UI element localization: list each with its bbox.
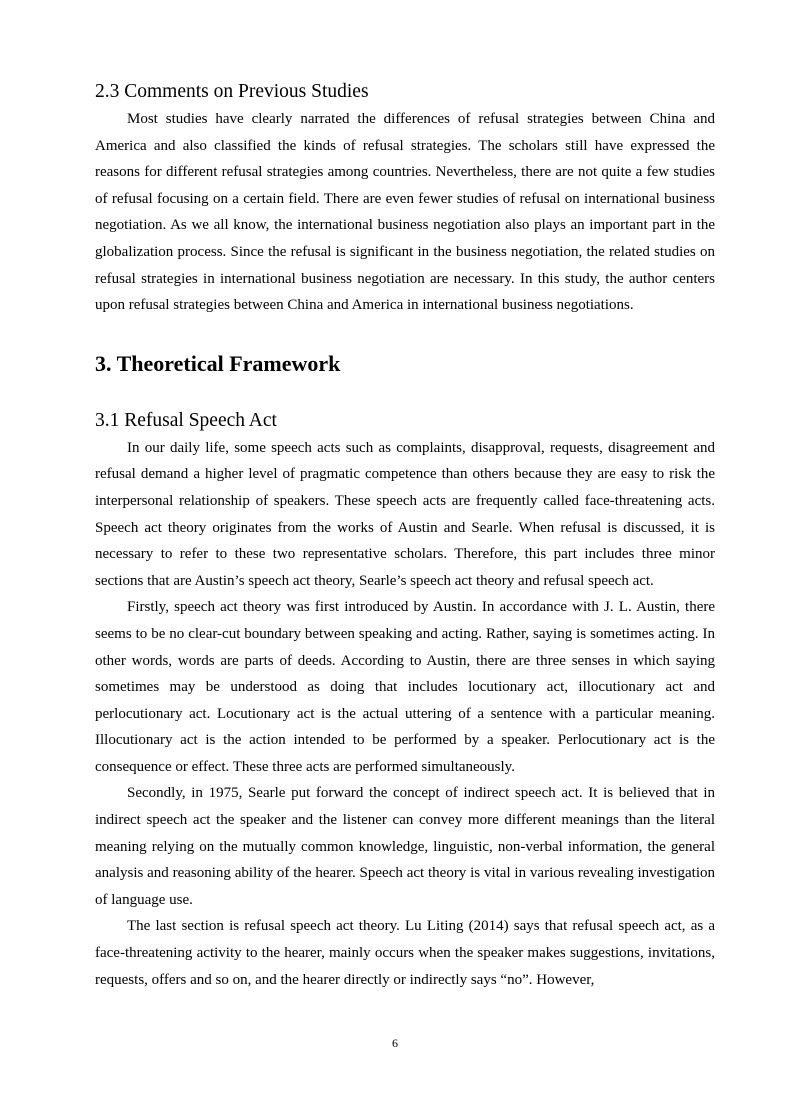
chapter-heading-3: 3. Theoretical Framework <box>95 350 341 376</box>
paragraph-3-1-1: In our daily life, some speech acts such as complaints, disapproval, requests, disagreement and refusal demand a higher level of pragmatic competence than others because they are easy to risk the interpersonal relationship of speakers. These speech acts are frequently called face-threatening acts. Speech act theory originates from the works of Austin and Searle. When refusal is discussed, it is necessary to refer to these two representative scholars. Therefore, this part includes three minor sections that are Austin’s speech act theory, Searle’s speech act theory and refusal speech act. <box>95 439 715 589</box>
page-content <box>95 76 715 993</box>
page-number: 6 <box>392 1036 398 1050</box>
paragraph-3-1-2: Firstly, speech act theory was first introduced by Austin. In accordance with J. L. Austin, there seems to be no clear-cut boundary between speaking and acting. Rather, saying is sometimes acting. In other words, words are parts of deeds. According to Austin, there are three senses in which saying sometimes may be understood as doing that includes locutionary act, illocutionary act and perlocutionary act. Locutionary act is the actual uttering of a sentence with a particular meaning. Illocutionary act is the action intended to be performed by a speaker. Perlocutionary act is the consequence or effect. These three acts are performed simultaneously. <box>95 599 715 775</box>
section-heading-3-1: 3.1 Refusal Speech Act <box>95 409 277 431</box>
paragraph-3-1-4: The last section is refusal speech act theory. Lu Liting (2014) says that refusal speech act, as a face-threatening activity to the hearer, mainly occurs when the speaker makes suggestions, invitations, requests, offers and so on, and the hearer directly or indirectly says “no”. However, <box>95 918 715 988</box>
section-heading-2-3: 2.3 Comments on Previous Studies <box>95 81 369 102</box>
paragraph-3-1-3: Secondly, in 1975, Searle put forward the concept of indirect speech act. It is believed that in indirect speech act the speaker and the listener can convey more different meanings than the literal meaning relying on the mutually common knowledge, linguistic, non-verbal information, the general analysis and reasoning ability of the hearer. Speech act theory is vital in various revealing investigation of language use. <box>95 785 715 908</box>
paragraph-2-3-1: Most studies have clearly narrated the differences of refusal strategies between China and America and also classified the kinds of refusal strategies. The scholars still have expressed the reasons for different refusal strategies among countries. Nevertheless, there are not quite a few studies of refusal focusing on a certain field. There are even fewer studies of refusal on international business negotiation. As we all know, the international business negotiation also plays an important part in the globalization process. Since the refusal is significant in the business negotiation, the related studies on refusal strategies in international business negotiation are necessary. In this study, the author centers upon refusal strategies between China and America in international business negotiations. <box>95 111 715 314</box>
